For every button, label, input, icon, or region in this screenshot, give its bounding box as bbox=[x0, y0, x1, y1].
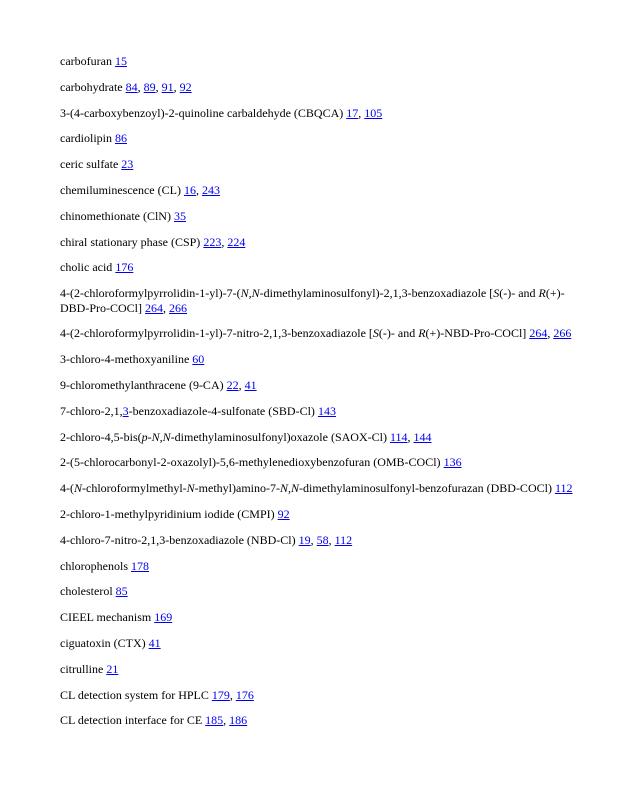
index-entry bbox=[60, 260, 580, 275]
page-ref-link[interactable]: 105 bbox=[364, 105, 383, 120]
index-entry bbox=[60, 54, 580, 69]
entry-text: (+)-DBD-Pro-COCl] bbox=[60, 286, 565, 315]
index-entry bbox=[60, 507, 580, 522]
page-ref-link[interactable]: 185 bbox=[205, 713, 224, 728]
page-ref-link[interactable]: 266 bbox=[553, 326, 572, 341]
ref-separator: , bbox=[173, 79, 180, 94]
page-ref-link[interactable]: 179 bbox=[211, 687, 230, 702]
index-entry bbox=[60, 352, 580, 367]
index-entry bbox=[60, 80, 580, 95]
page-ref-link[interactable]: 19 bbox=[298, 532, 311, 547]
entry-text: cholic acid bbox=[60, 260, 116, 275]
entry-text: (-)- and bbox=[378, 326, 419, 341]
page-ref-link[interactable]: 91 bbox=[161, 79, 174, 94]
index-entry bbox=[60, 378, 580, 393]
italic-term: N,N bbox=[240, 286, 260, 301]
page-ref-link[interactable]: 178 bbox=[131, 558, 149, 573]
page-ref-link[interactable]: 264 bbox=[529, 326, 548, 341]
page-ref-link[interactable]: 89 bbox=[143, 79, 156, 94]
index-entry bbox=[60, 481, 580, 496]
index-entry bbox=[60, 157, 580, 172]
page-ref-link[interactable]: 15 bbox=[114, 54, 127, 68]
entry-text: -dimethylaminosulfonyl)oxazole (SAOX-Cl) bbox=[170, 429, 390, 444]
index-entry bbox=[60, 636, 580, 651]
page-ref-link[interactable]: 264 bbox=[145, 300, 164, 315]
index-entry bbox=[60, 404, 580, 419]
page-ref-link[interactable]: 84 bbox=[125, 79, 138, 94]
italic-term: N bbox=[74, 481, 83, 496]
italic-term: R bbox=[538, 286, 546, 301]
page-ref-link[interactable]: 169 bbox=[154, 610, 173, 625]
entry-text: ciguatoxin (CTX) bbox=[60, 636, 149, 651]
page-ref-link[interactable]: 17 bbox=[346, 105, 359, 120]
page-ref-link[interactable]: 223 bbox=[203, 234, 222, 249]
ref-separator: , bbox=[358, 105, 365, 120]
italic-term: p bbox=[141, 429, 148, 444]
index-entry bbox=[60, 209, 580, 224]
italic-term: N,N bbox=[151, 429, 171, 444]
index-entry bbox=[60, 559, 580, 574]
page-ref-link[interactable]: 35 bbox=[173, 208, 186, 223]
page-ref-link[interactable]: 143 bbox=[317, 403, 336, 418]
ref-separator: , bbox=[238, 378, 245, 393]
entry-text: citrulline bbox=[60, 661, 107, 676]
ref-separator: , bbox=[328, 532, 335, 547]
page-ref-link[interactable]: 136 bbox=[443, 455, 462, 470]
index-entry bbox=[60, 455, 580, 470]
index-list bbox=[60, 54, 580, 739]
page-ref-link[interactable]: 266 bbox=[169, 300, 188, 315]
page-ref-link[interactable]: 176 bbox=[115, 260, 134, 275]
index-entry bbox=[60, 584, 580, 599]
entry-text: (-)- and bbox=[499, 286, 539, 301]
page-ref-link[interactable]: 85 bbox=[115, 584, 128, 599]
italic-term: N bbox=[186, 481, 195, 496]
page-ref-link[interactable]: 16 bbox=[183, 182, 196, 197]
index-entry bbox=[60, 183, 580, 198]
ref-separator: , bbox=[195, 182, 202, 197]
index-entry bbox=[60, 713, 580, 728]
page-ref-link[interactable]: 58 bbox=[316, 532, 329, 547]
page-ref-link[interactable]: 112 bbox=[554, 481, 573, 496]
entry-text: -dimethylaminosulfonyl-benzofurazan (DBD-COCl) bbox=[299, 481, 555, 496]
entry-text: 2-(5-chlorocarbonyl-2-oxazolyl)-5,6-methylenedioxybenzofuran (OMB-COCl) bbox=[60, 455, 444, 470]
entry-text: chlorophenols bbox=[60, 558, 131, 573]
entry-text: carbohydrate bbox=[60, 79, 126, 94]
index-entry bbox=[60, 326, 580, 341]
entry-text: cholesterol bbox=[60, 584, 116, 599]
entry-text: CL detection system for HPLC bbox=[60, 687, 212, 702]
page-ref-link[interactable]: 186 bbox=[229, 713, 248, 728]
entry-text: chiral stationary phase (CSP) bbox=[60, 234, 204, 249]
page-ref-link[interactable]: 23 bbox=[121, 157, 134, 172]
entry-text: 3-(4-carboxybenzoyl)-2-quinoline carbaldehyde (CBQCA) bbox=[60, 105, 347, 120]
entry-text: CIEEL mechanism bbox=[60, 610, 155, 625]
index-entry bbox=[60, 688, 580, 703]
entry-text: -benzoxadiazole-4-sulfonate (SBD-Cl) bbox=[128, 403, 318, 418]
entry-text: - bbox=[147, 429, 152, 444]
index-entry bbox=[60, 131, 580, 146]
page-ref-link[interactable]: 41 bbox=[148, 636, 161, 651]
entry-text: -methyl)amino-7- bbox=[194, 481, 280, 496]
italic-term: S bbox=[372, 326, 379, 341]
page-ref-link[interactable]: 144 bbox=[413, 429, 432, 444]
page-ref-link[interactable]: 112 bbox=[334, 532, 353, 547]
entry-text: chinomethionate (ClN) bbox=[60, 208, 174, 223]
entry-text: ceric sulfate bbox=[60, 157, 122, 172]
entry-text: carbofuran bbox=[60, 54, 115, 68]
entry-text: 7-chloro-2,1, bbox=[60, 403, 123, 418]
ref-separator: , bbox=[155, 79, 162, 94]
page-ref-link[interactable]: 22 bbox=[226, 378, 239, 393]
entry-text: cardiolipin bbox=[60, 131, 115, 146]
index-entry bbox=[60, 286, 580, 315]
page-ref-link[interactable]: 60 bbox=[192, 352, 205, 367]
ref-separator: , bbox=[310, 532, 317, 547]
page-ref-link[interactable]: 86 bbox=[114, 131, 127, 146]
ref-separator: , bbox=[163, 300, 170, 315]
ref-separator: , bbox=[221, 234, 228, 249]
entry-text: 3-chloro-4-methoxyaniline bbox=[60, 352, 193, 367]
entry-text: -chloroformylmethyl- bbox=[82, 481, 187, 496]
entry-text: 4-(2-chloroformylpyrrolidin-1-yl)-7-nitro-2,1,3-benzoxadiazole [ bbox=[60, 326, 373, 341]
index-entry bbox=[60, 430, 580, 445]
page-ref-link[interactable]: 224 bbox=[227, 234, 246, 249]
entry-text: 4-(2-chloroformylpyrrolidin-1-yl)-7-( bbox=[60, 286, 241, 301]
index-entry bbox=[60, 106, 580, 121]
entry-text: 9-chloromethylanthracene (9-CA) bbox=[60, 378, 227, 393]
ref-separator: , bbox=[229, 687, 236, 702]
ref-separator: , bbox=[137, 79, 144, 94]
index-entry bbox=[60, 662, 580, 677]
entry-text: -dimethylaminosulfonyl)-2,1,3-benzoxadiazole [ bbox=[259, 286, 494, 301]
inline-link[interactable]: 3 bbox=[122, 403, 129, 418]
index-entry bbox=[60, 533, 580, 548]
index-entry bbox=[60, 235, 580, 250]
italic-term: R bbox=[418, 326, 426, 341]
ref-separator: , bbox=[547, 326, 554, 341]
entry-text: 4-chloro-7-nitro-2,1,3-benzoxadiazole (NBD-Cl) bbox=[60, 532, 299, 547]
entry-text: chemiluminescence (CL) bbox=[60, 182, 184, 197]
page-ref-link[interactable]: 21 bbox=[106, 661, 119, 676]
ref-separator: , bbox=[407, 429, 414, 444]
entry-text: CL detection interface for CE bbox=[60, 713, 206, 728]
italic-term: S bbox=[493, 286, 500, 301]
page-ref-link[interactable]: 92 bbox=[277, 507, 290, 522]
entry-text: 4-( bbox=[60, 481, 74, 496]
page-ref-link[interactable]: 176 bbox=[235, 687, 254, 702]
index-entry bbox=[60, 610, 580, 625]
italic-term: N,N bbox=[279, 481, 299, 496]
page-ref-link[interactable]: 243 bbox=[201, 182, 220, 197]
page-ref-link[interactable]: 114 bbox=[389, 429, 408, 444]
page-ref-link[interactable]: 92 bbox=[179, 79, 192, 94]
entry-text: 2-chloro-4,5-bis( bbox=[60, 429, 142, 444]
page-ref-link[interactable]: 41 bbox=[244, 378, 257, 393]
entry-text: 2-chloro-1-methylpyridinium iodide (CMPI) bbox=[60, 507, 278, 522]
entry-text: (+)-NBD-Pro-COCl] bbox=[425, 326, 530, 341]
ref-separator: , bbox=[223, 713, 230, 728]
